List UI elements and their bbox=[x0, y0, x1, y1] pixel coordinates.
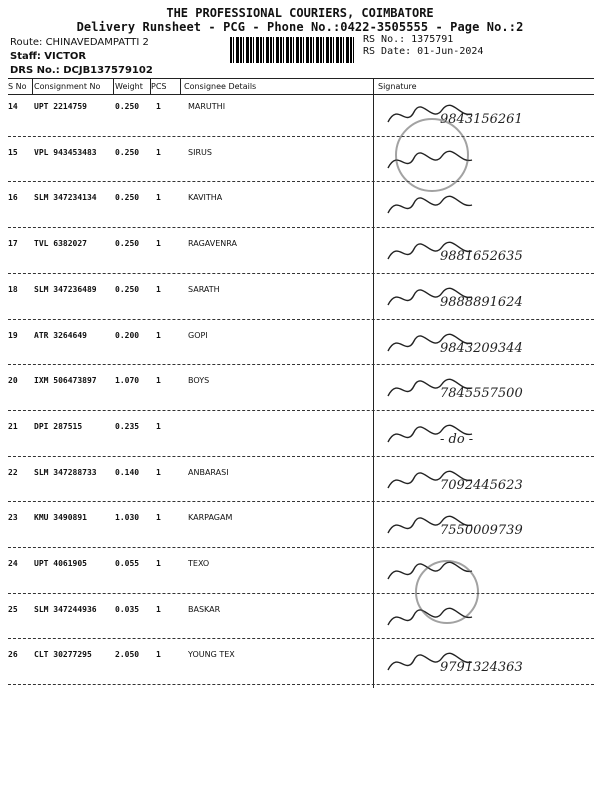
rs-date: RS Date: 01-Jun-2024 bbox=[363, 46, 484, 57]
col-weight: Weight bbox=[115, 82, 143, 91]
row-sno: 18 bbox=[8, 284, 18, 294]
drs-label: DRS No.: DCJB137579102 bbox=[10, 65, 153, 76]
signature-note: 7550009739 bbox=[440, 523, 523, 539]
row-separator bbox=[8, 410, 594, 411]
row-sno: 22 bbox=[8, 467, 18, 477]
table-header bbox=[8, 80, 594, 94]
row-consignee: BOYS bbox=[188, 376, 210, 386]
company-title: THE PROFESSIONAL COURIERS, COIMBATORE bbox=[166, 6, 434, 20]
row-weight: 0.250 bbox=[115, 147, 140, 157]
signature-scribble bbox=[380, 601, 580, 637]
signature-note: 9888891624 bbox=[440, 294, 523, 310]
row-pcs: 1 bbox=[156, 284, 161, 294]
row-consignment: VPL 943453483 bbox=[34, 147, 97, 157]
row-consignee: MARUTHI bbox=[188, 102, 226, 111]
signature-cell bbox=[380, 555, 580, 595]
row-weight: 0.250 bbox=[115, 102, 140, 111]
row-pcs: 1 bbox=[156, 604, 161, 614]
row-sno: 14 bbox=[8, 102, 18, 111]
row-separator bbox=[8, 593, 594, 594]
signature-cell bbox=[380, 281, 580, 321]
col-divider bbox=[373, 78, 374, 688]
row-weight: 1.030 bbox=[115, 513, 140, 523]
table-top-border bbox=[8, 78, 594, 79]
row-consignee: KARPAGAM bbox=[188, 513, 233, 523]
row-separator bbox=[8, 181, 594, 182]
row-separator bbox=[8, 638, 594, 639]
row-pcs: 1 bbox=[156, 376, 161, 386]
row-pcs: 1 bbox=[156, 147, 161, 157]
col-divider bbox=[113, 78, 114, 94]
row-separator bbox=[8, 501, 594, 502]
col-divider bbox=[180, 78, 181, 94]
row-pcs: 1 bbox=[156, 559, 161, 568]
col-pcs: PCS bbox=[151, 82, 167, 91]
row-separator bbox=[8, 364, 594, 365]
row-separator bbox=[8, 547, 594, 548]
row-weight: 0.235 bbox=[115, 421, 140, 431]
row-weight: 0.250 bbox=[115, 193, 140, 203]
signature-cell bbox=[380, 646, 580, 686]
row-sno: 19 bbox=[8, 330, 18, 340]
row-sno: 25 bbox=[8, 604, 18, 614]
row-sno: 21 bbox=[8, 421, 18, 431]
row-weight: 0.250 bbox=[115, 239, 140, 249]
row-consignee: TEXO bbox=[188, 559, 210, 568]
signature-cell bbox=[380, 509, 580, 549]
row-consignee: BASKAR bbox=[188, 604, 221, 614]
row-weight: 0.200 bbox=[115, 330, 140, 340]
col-divider bbox=[150, 78, 151, 94]
row-weight: 1.070 bbox=[115, 376, 140, 386]
col-consignee: Consignee Details bbox=[184, 82, 257, 91]
row-weight: 0.035 bbox=[115, 604, 140, 614]
row-separator bbox=[8, 136, 594, 137]
row-sno: 20 bbox=[8, 376, 18, 386]
stamp-mark bbox=[395, 118, 469, 192]
row-weight: 0.055 bbox=[115, 559, 140, 568]
row-weight: 0.250 bbox=[115, 284, 140, 294]
row-consignment: UPT 4061905 bbox=[34, 559, 87, 568]
barcode bbox=[230, 37, 355, 63]
row-consignee: ANBARASI bbox=[188, 467, 229, 477]
signature-scribble bbox=[380, 418, 580, 454]
row-consignment: SLM 347236489 bbox=[34, 284, 97, 294]
row-separator bbox=[8, 684, 594, 685]
signature-note: 9881652635 bbox=[440, 249, 523, 265]
signature-note: - do - bbox=[440, 431, 474, 447]
row-sno: 16 bbox=[8, 193, 18, 203]
route-label: Route: CHINAVEDAMPATTI 2 bbox=[10, 37, 149, 48]
row-sno: 15 bbox=[8, 147, 18, 157]
row-consignment: ATR 3264649 bbox=[34, 330, 87, 340]
row-separator bbox=[8, 319, 594, 320]
header-bottom-border bbox=[8, 94, 594, 95]
signature-cell bbox=[380, 327, 580, 367]
row-pcs: 1 bbox=[156, 467, 161, 477]
row-consignee: SARATH bbox=[188, 284, 220, 294]
col-sno: S No bbox=[8, 82, 27, 91]
signature-note: 9791324363 bbox=[440, 660, 523, 676]
row-consignment: IXM 506473897 bbox=[34, 376, 97, 386]
row-pcs: 1 bbox=[156, 330, 161, 340]
signature-cell bbox=[380, 601, 580, 641]
col-consignment: Consignment No bbox=[34, 82, 101, 91]
staff-label: Staff: VICTOR bbox=[10, 51, 87, 62]
row-separator bbox=[8, 456, 594, 457]
signature-cell bbox=[380, 372, 580, 412]
row-weight: 2.050 bbox=[115, 650, 140, 660]
signature-cell bbox=[380, 235, 580, 275]
signature-note: 7092445623 bbox=[440, 477, 523, 493]
signature-note: 9843156261 bbox=[440, 112, 523, 127]
row-consignment: TVL 6382027 bbox=[34, 239, 87, 249]
row-separator bbox=[8, 227, 594, 228]
row-consignment: CLT 30277295 bbox=[34, 650, 92, 660]
rs-number: RS No.: 1375791 bbox=[363, 34, 454, 45]
row-consignment: UPT 2214759 bbox=[34, 102, 87, 111]
row-pcs: 1 bbox=[156, 239, 161, 249]
col-signature: Signature bbox=[378, 82, 417, 91]
signature-scribble bbox=[380, 189, 580, 225]
stamp-mark bbox=[415, 560, 479, 624]
row-sno: 17 bbox=[8, 239, 18, 249]
col-divider bbox=[32, 78, 33, 94]
signature-note: 7845557500 bbox=[440, 386, 523, 402]
row-consignment: KMU 3490891 bbox=[34, 513, 87, 523]
row-weight: 0.140 bbox=[115, 467, 140, 477]
signature-note: 9843209344 bbox=[440, 340, 523, 356]
signature-scribble bbox=[380, 555, 580, 591]
row-consignment: SLM 347288733 bbox=[34, 467, 97, 477]
row-pcs: 1 bbox=[156, 193, 161, 203]
runsheet-title: Delivery Runsheet - PCG - Phone No.:0422-3505555 - Page No.:2 bbox=[76, 20, 524, 34]
row-pcs: 1 bbox=[156, 513, 161, 523]
row-consignee: RAGAVENRA bbox=[188, 239, 237, 249]
row-consignment: DPI 287515 bbox=[34, 421, 83, 431]
row-consignee: GOPI bbox=[188, 330, 208, 340]
row-separator bbox=[8, 273, 594, 274]
row-sno: 24 bbox=[8, 559, 18, 568]
row-sno: 23 bbox=[8, 513, 18, 523]
signature-cell bbox=[380, 464, 580, 504]
row-consignee: YOUNG TEX bbox=[188, 650, 235, 660]
row-pcs: 1 bbox=[156, 650, 161, 660]
row-sno: 26 bbox=[8, 650, 18, 660]
row-consignee: SIRUS bbox=[188, 147, 212, 157]
signature-cell bbox=[380, 418, 580, 458]
row-consignment: SLM 347234134 bbox=[34, 193, 97, 203]
row-consignee: KAVITHA bbox=[188, 193, 223, 203]
row-pcs: 1 bbox=[156, 421, 161, 431]
row-consignment: SLM 347244936 bbox=[34, 604, 97, 614]
row-pcs: 1 bbox=[156, 102, 161, 111]
signature-cell bbox=[380, 189, 580, 229]
